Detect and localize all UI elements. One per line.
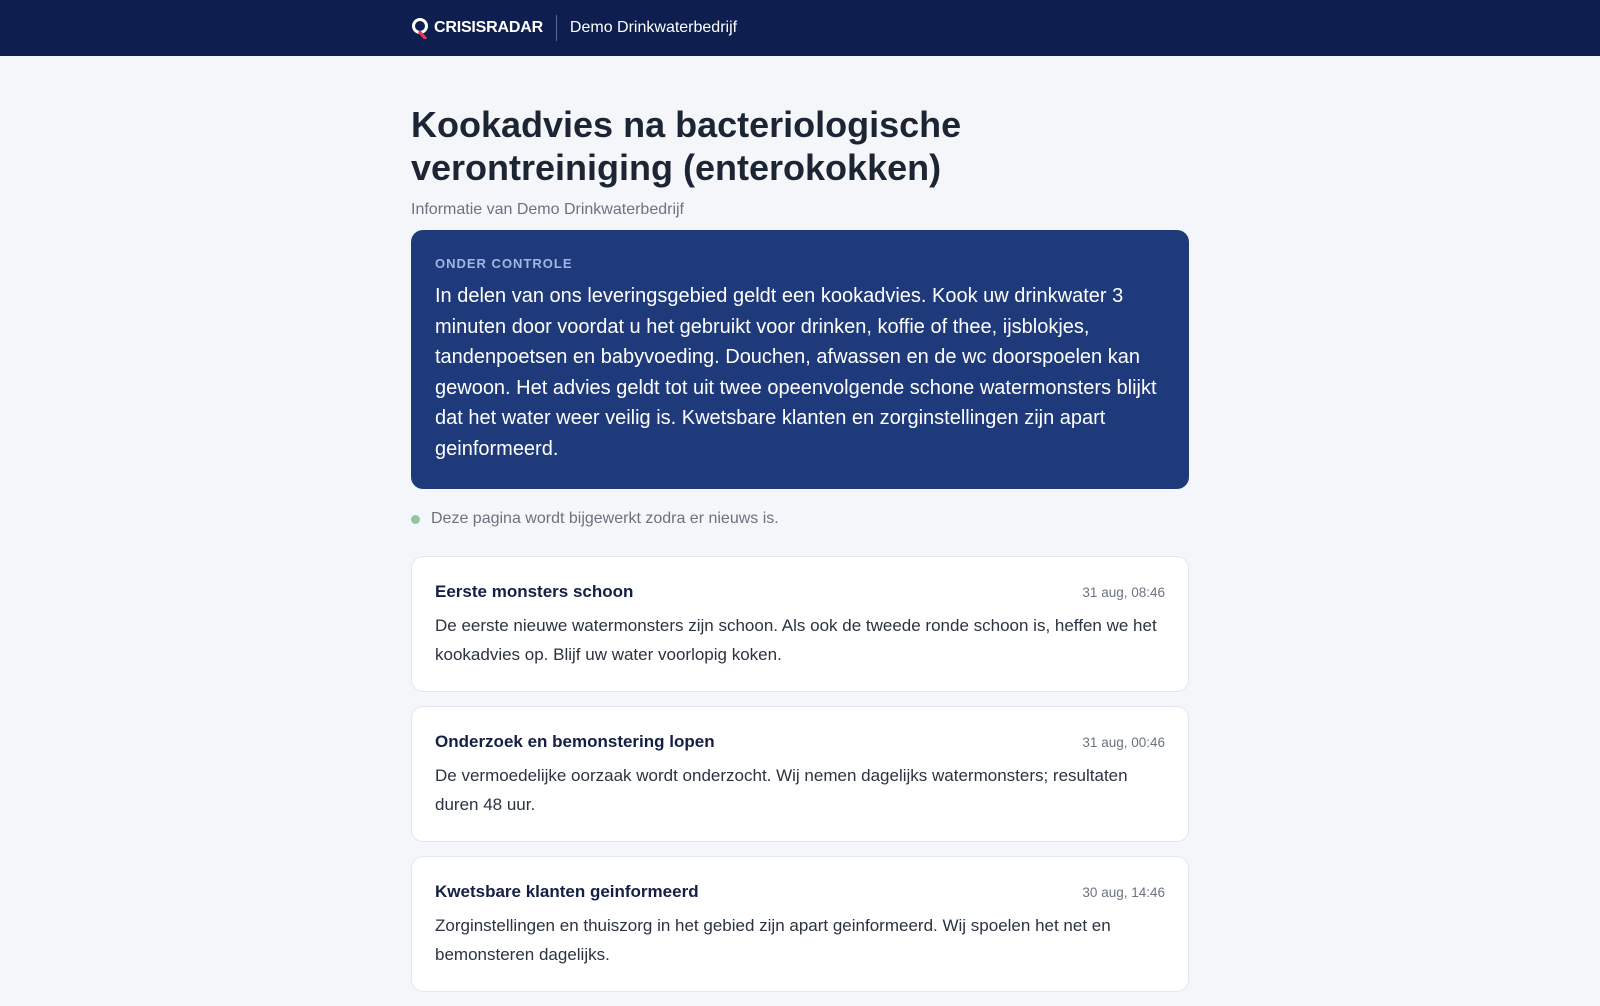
status-card <box>411 230 1189 489</box>
updates-list <box>411 556 1189 1006</box>
status-label: ONDER CONTROLE <box>435 256 573 271</box>
update-card <box>411 556 1189 692</box>
live-indicator-icon <box>411 515 420 524</box>
live-notice <box>411 510 779 528</box>
update-title: Onderzoek en bemonstering lopen <box>435 732 715 751</box>
page-title: Kookadvies na bacteriologische verontreiniging (enterokokken) <box>411 104 962 188</box>
update-title: Kwetsbare klanten geinformeerd <box>435 882 699 901</box>
update-body: De vermoedelijke oorzaak wordt onderzocht. Wij nemen dagelijks watermonsters; resultaten duren 48 uur. <box>435 766 1128 814</box>
crisisradar-logo-icon <box>411 17 431 39</box>
top-bar <box>0 0 1600 56</box>
update-card <box>411 856 1189 992</box>
update-title: Eerste monsters schoon <box>435 582 634 601</box>
logo-text: CRISISRADAR <box>434 19 543 36</box>
live-notice-text: Deze pagina wordt bijgewerkt zodra er nieuws is. <box>431 510 779 527</box>
brand-divider <box>556 15 557 41</box>
organization-name: Demo Drinkwaterbedrijf <box>569 19 738 36</box>
update-timestamp: 31 aug, 00:46 <box>1082 734 1165 750</box>
update-timestamp: 31 aug, 08:46 <box>1082 584 1165 600</box>
update-card <box>411 706 1189 842</box>
page-subtitle: Informatie van Demo Drinkwaterbedrijf <box>411 201 684 218</box>
update-body: Zorginstellingen en thuiszorg in het gebied zijn apart geinformeerd. Wij spoelen het net en bemonsteren dagelijks. <box>435 916 1111 964</box>
update-body: De eerste nieuwe watermonsters zijn schoon. Als ook de tweede ronde schoon is, heffen we het kookadvies op. Blijf uw water voorlopig koken. <box>435 616 1157 664</box>
status-text: In delen van ons leveringsgebied geldt een kookadvies. Kook uw drinkwater 3 minuten door voordat u het gebruikt voor drinken, koffie of thee, ijsblokjes, tandenpoetsen en babyvoeding. Douchen, afwassen en de wc doorspoelen kan gewoon. Het advies geldt tot uit twee opeenvolgende schone watermonsters blijkt dat het water weer veilig is. Kwetsbare klanten en zorginstellingen zijn apart geinformeerd. <box>435 285 1157 460</box>
update-timestamp: 30 aug, 14:46 <box>1082 884 1165 900</box>
brand[interactable] <box>411 0 737 56</box>
